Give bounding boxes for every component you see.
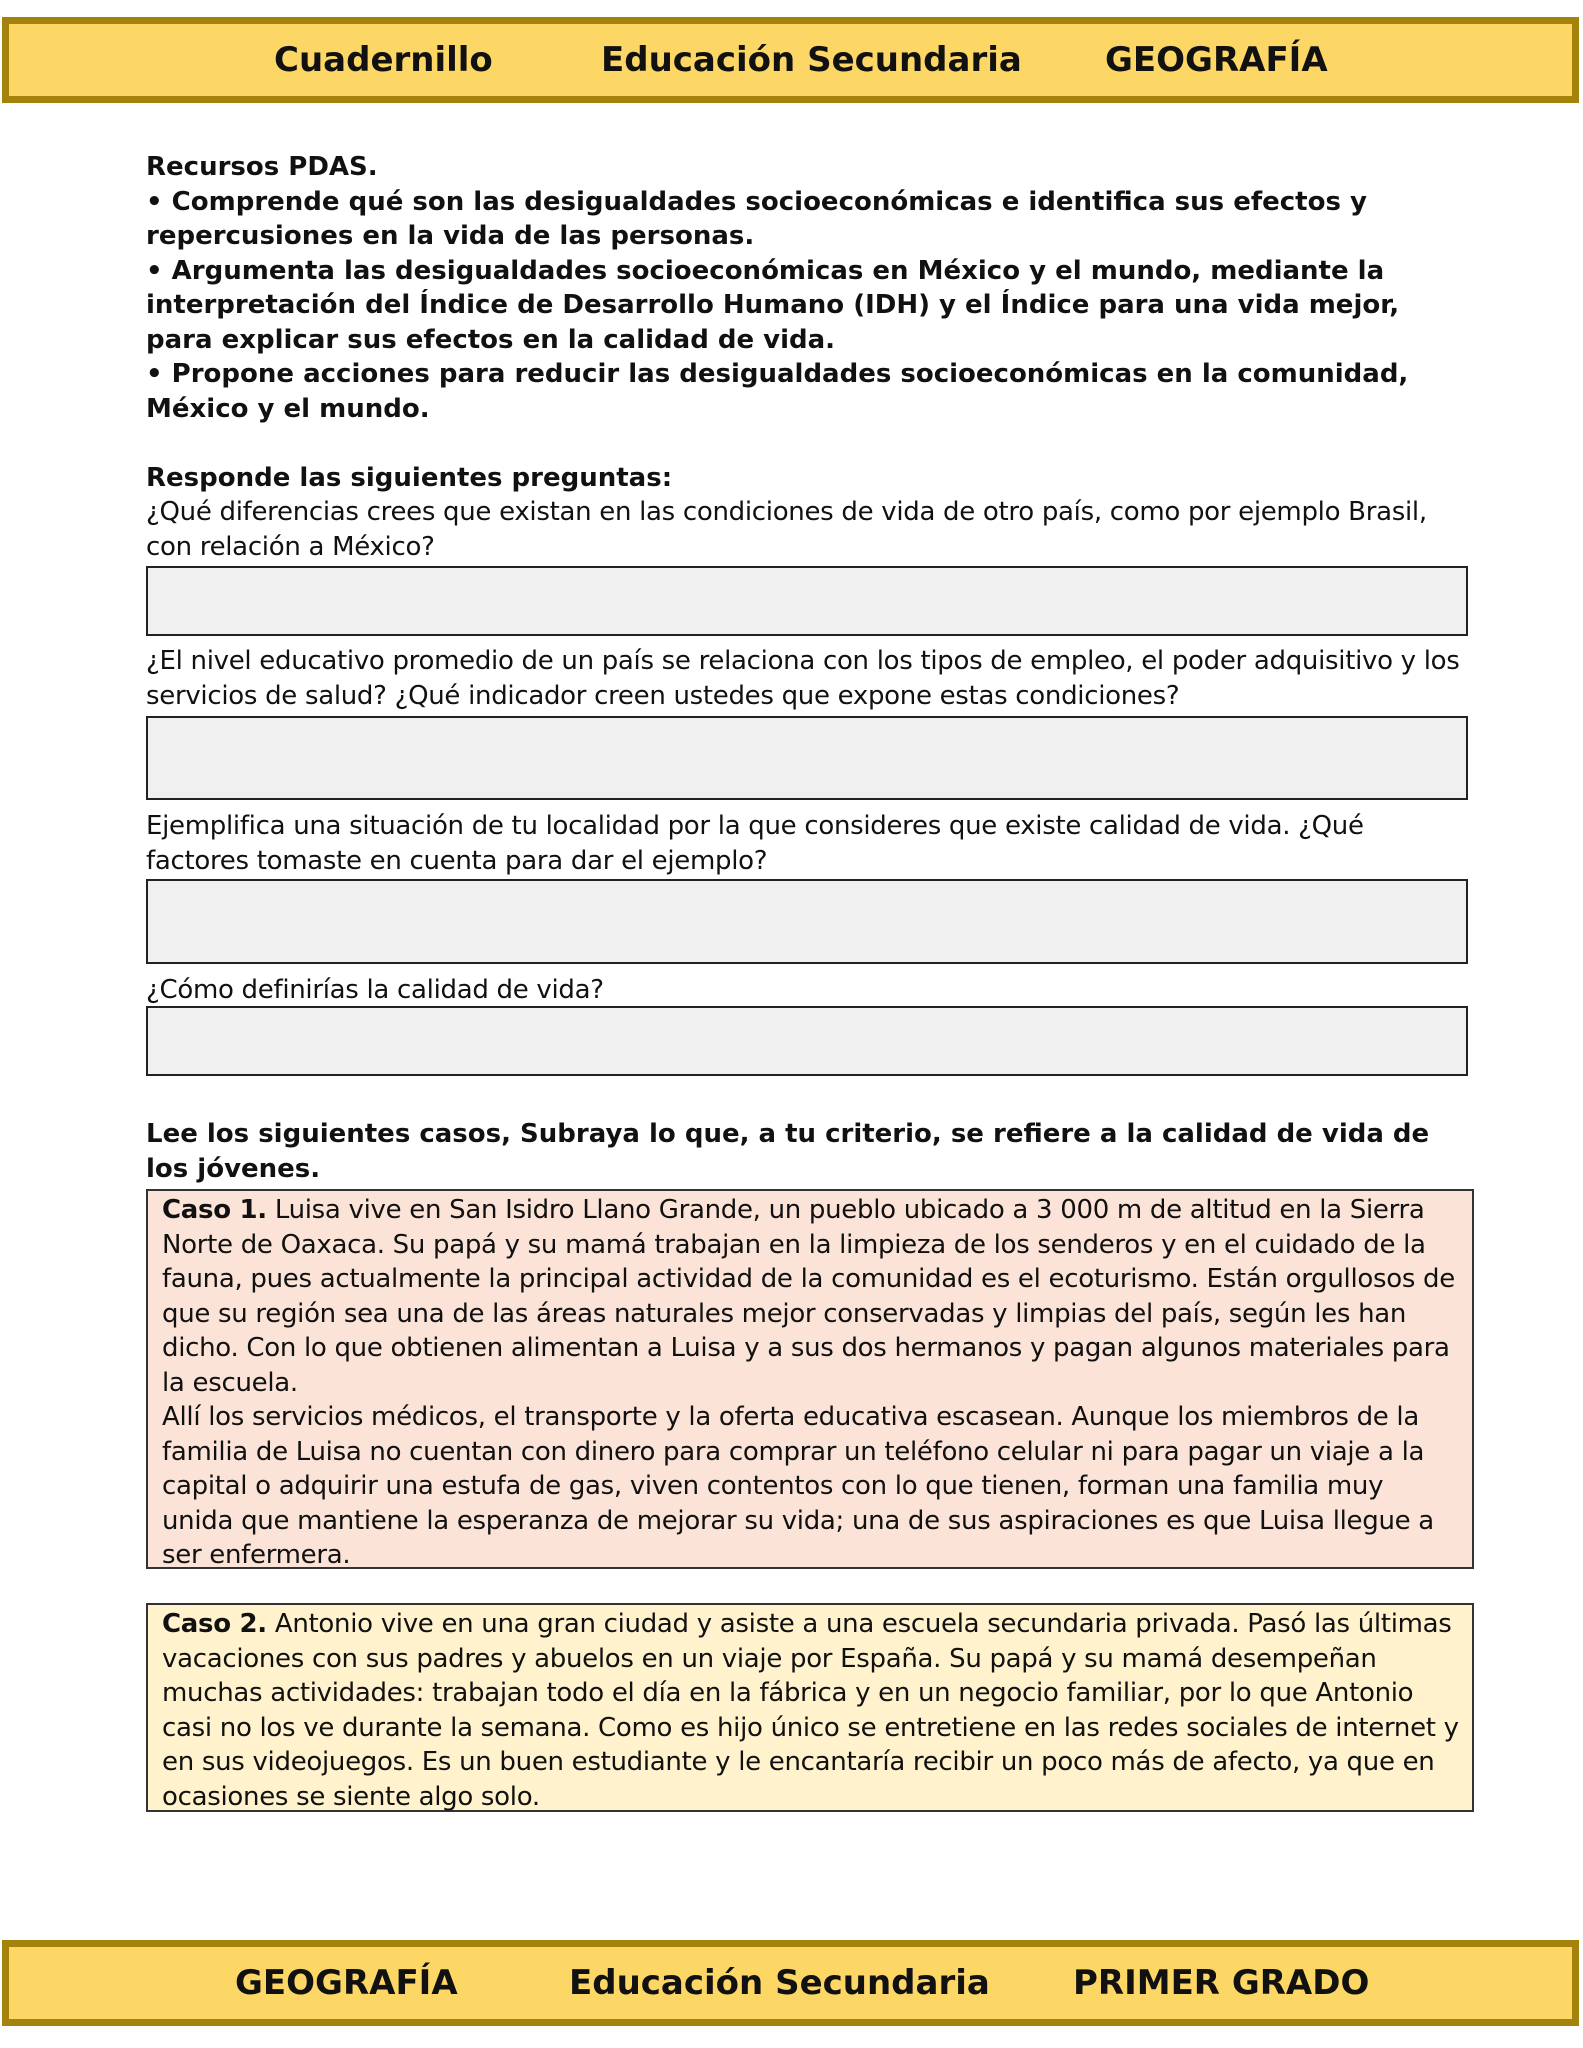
case-1-paragraph-1 [162,1193,1460,1400]
case-1-text-1: Luisa vive en San Isidro Llano Grande, un pueblo ubicado a 3 000 m de altitud en la Sierra Norte de Oaxaca. Su papá y su mamá trabajan en la limpieza de los senderos y en el cuidado de la fauna, pues actualmente la principal actividad de la comunidad es el ecoturismo. Están orgullosos de que su región sea una de las áreas naturales mejor conservadas y limpias del país, según les han dicho. Con lo que obtienen alimentan a Luisa y a sus dos hermanos y pagan algunos materiales para la escuela. [162,1195,1455,1398]
case-2-box [146,1603,1474,1812]
question-1-text: ¿Qué diferencias crees que existan en las condiciones de vida de otro país, como por ejemplo Brasil, con relación a México? [146,497,1427,562]
header-level-label: Educación Secundaria [601,40,1022,80]
resource-item: • Comprende qué son las desigualdades socioeconómicas e identifica sus efectos y repercusiones en la vida de las personas. [146,186,1367,251]
header-band [2,17,1579,103]
answer-box-3[interactable] [146,879,1468,964]
resources-title: Recursos PDAS. [146,152,378,182]
answer-box-1[interactable] [146,566,1468,636]
footer-subject-label: GEOGRAFÍA [235,1963,458,2003]
resource-item: • Argumenta las desigualdades socioeconómicas en México y el mundo, mediante la interpretación del Índice de Desarrollo Humano (IDH) y el Índice para una vida mejor, para explicar sus efectos en la calidad de vida. [146,255,1400,355]
case-2-text-1: Antonio vive en una gran ciudad y asiste a una escuela secundaria privada. Pasó las últimas vacaciones con sus padres y abuelos en un viaje por España. Su papá y su mamá desempeñan muchas actividades: trabajan todo el día en la fábrica y en un negocio familiar, por lo que Antonio casi no los ve durante la semana. Como es hijo único se entretiene en las redes sociales de internet y en sus videojuegos. Es un buen estudiante y le encantaría recibir un poco más de afecto, ya que en ocasiones se siente algo solo. [162,1609,1459,1812]
case-2-paragraph-1 [162,1607,1460,1814]
header-subject-label: GEOGRAFÍA [1105,40,1328,80]
answer-box-2[interactable] [146,716,1468,800]
header-notebook-label: Cuadernillo [274,40,493,80]
case-2-label: Caso 2. [162,1609,267,1639]
question-3-text: Ejemplifica una situación de tu localidad por la que consideres que existe calidad de vida. ¿Qué factores tomaste en cuenta para dar el ejemplo? [146,811,1364,876]
footer-band [2,1940,1579,2026]
footer-grade-label: PRIMER GRADO [1073,1963,1370,2003]
footer-level-label: Educación Secundaria [569,1963,990,2003]
case-1-text-2: Allí los servicios médicos, el transporte y la oferta educativa escasean. Aunque los miembros de la familia de Luisa no cuentan con dinero para comprar un teléfono celular ni para pagar un viaje a la capital o adquirir una estufa de gas, viven contentos con lo que tienen, forman una familia muy unida que mantiene la esperanza de mejorar su vida; una de sus aspiraciones es que Luisa llegue a ser enfermera. [162,1402,1434,1570]
resources-section [146,150,1474,426]
cases-instruction: Lee los siguientes casos, Subraya lo que, a tu criterio, se refiere a la calidad de vida de los jóvenes. [146,1119,1430,1184]
question-2-text: ¿El nivel educativo promedio de un país se relaciona con los tipos de empleo, el poder adquisitivo y los servicios de salud? ¿Qué indicador creen ustedes que expone estas condiciones? [146,646,1460,711]
case-1-label: Caso 1. [162,1195,267,1225]
resource-item: • Propone acciones para reducir las desigualdades socioeconómicas en la comunidad, México y el mundo. [146,359,1409,424]
questions-title: Responde las siguientes preguntas: [146,463,673,493]
case-1-box [146,1189,1474,1569]
answer-box-4[interactable] [146,1006,1468,1076]
question-4-text: ¿Cómo definirías la calidad de vida? [146,975,604,1005]
